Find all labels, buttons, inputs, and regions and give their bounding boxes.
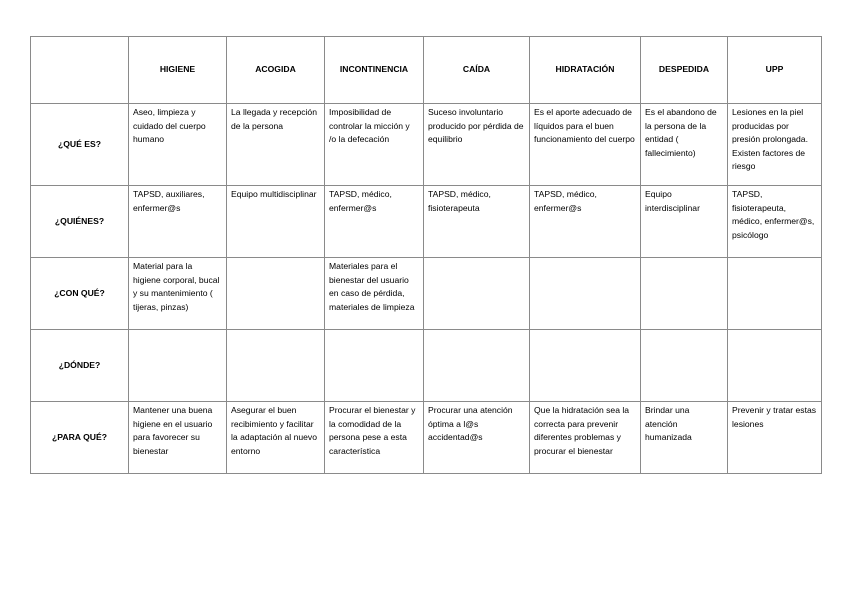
header-row: [31, 37, 822, 104]
cell-que-es-hidratacion: Es el aporte adecuado de líquidos para el buen funcionamiento del cuerpo: [530, 104, 641, 186]
cell-donde-higiene: [129, 330, 227, 402]
column-header-hidratacion: HIDRATACIÓN: [530, 37, 641, 104]
row-label-quienes: ¿QUIÉNES?: [31, 186, 129, 258]
cell-para-que-upp: Prevenir y tratar estas lesiones: [728, 402, 822, 474]
cell-donde-hidratacion: [530, 330, 641, 402]
cell-para-que-acogida: Asegurar el buen recibimiento y facilitar la adaptación al nuevo entorno: [227, 402, 325, 474]
cell-con-que-higiene: Material para la higiene corporal, bucal y su mantenimiento ( tijeras, pinzas): [129, 258, 227, 330]
cell-donde-incontinencia: [325, 330, 424, 402]
cell-para-que-despedida: Brindar una atención humanizada: [641, 402, 728, 474]
column-header-caida: CAÍDA: [424, 37, 530, 104]
cell-para-que-hidratacion: Que la hidratación sea la correcta para prevenir diferentes problemas y procurar el bienestar: [530, 402, 641, 474]
table-row-quienes: [31, 186, 822, 258]
cell-con-que-acogida: [227, 258, 325, 330]
cell-que-es-higiene: Aseo, limpieza y cuidado del cuerpo humano: [129, 104, 227, 186]
cell-con-que-despedida: [641, 258, 728, 330]
cell-donde-acogida: [227, 330, 325, 402]
cell-quienes-incontinencia: TAPSD, médico, enfermer@s: [325, 186, 424, 258]
cell-para-que-incontinencia: Procurar el bienestar y la comodidad de la persona pese a esta característica: [325, 402, 424, 474]
cell-quienes-caida: TAPSD, médico, fisioterapeuta: [424, 186, 530, 258]
cell-con-que-caida: [424, 258, 530, 330]
cell-con-que-incontinencia: Materiales para el bienestar del usuario en caso de pérdida, materiales de limpieza: [325, 258, 424, 330]
table-row-para-que: [31, 402, 822, 474]
corner-cell: [31, 37, 129, 104]
row-label-con-que: ¿CON QUÉ?: [31, 258, 129, 330]
cell-que-es-despedida: Es el abandono de la persona de la entidad ( fallecimiento): [641, 104, 728, 186]
table-row-con-que: [31, 258, 822, 330]
cell-con-que-hidratacion: [530, 258, 641, 330]
row-label-que-es: ¿QUÉ ES?: [31, 104, 129, 186]
cell-donde-despedida: [641, 330, 728, 402]
table-row-donde: [31, 330, 822, 402]
cell-quienes-despedida: Equipo interdisciplinar: [641, 186, 728, 258]
cell-quienes-higiene: TAPSD, auxiliares, enfermer@s: [129, 186, 227, 258]
cell-que-es-acogida: La llegada y recepción de la persona: [227, 104, 325, 186]
cell-quienes-acogida: Equipo multidisciplinar: [227, 186, 325, 258]
cell-que-es-upp: Lesiones en la piel producidas por presión prolongada. Existen factores de riesgo: [728, 104, 822, 186]
column-header-upp: UPP: [728, 37, 822, 104]
cell-con-que-upp: [728, 258, 822, 330]
cell-donde-upp: [728, 330, 822, 402]
cell-donde-caida: [424, 330, 530, 402]
column-header-higiene: HIGIENE: [129, 37, 227, 104]
column-header-despedida: DESPEDIDA: [641, 37, 728, 104]
cell-para-que-caida: Procurar una atención óptima a l@s accidentad@s: [424, 402, 530, 474]
cell-que-es-caida: Suceso involuntario producido por pérdida de equilibrio: [424, 104, 530, 186]
column-header-acogida: ACOGIDA: [227, 37, 325, 104]
cell-que-es-incontinencia: Imposibilidad de controlar la micción y /o la defecación: [325, 104, 424, 186]
cell-para-que-higiene: Mantener una buena higiene en el usuario para favorecer su bienestar: [129, 402, 227, 474]
care-matrix-table: [30, 36, 822, 474]
table-row-que-es: [31, 104, 822, 186]
row-label-para-que: ¿PARA QUÉ?: [31, 402, 129, 474]
row-label-donde: ¿DÓNDE?: [31, 330, 129, 402]
cell-quienes-hidratacion: TAPSD, médico, enfermer@s: [530, 186, 641, 258]
cell-quienes-upp: TAPSD, fisioterapeuta, médico, enfermer@s, psicólogo: [728, 186, 822, 258]
column-header-incontinencia: INCONTINENCIA: [325, 37, 424, 104]
